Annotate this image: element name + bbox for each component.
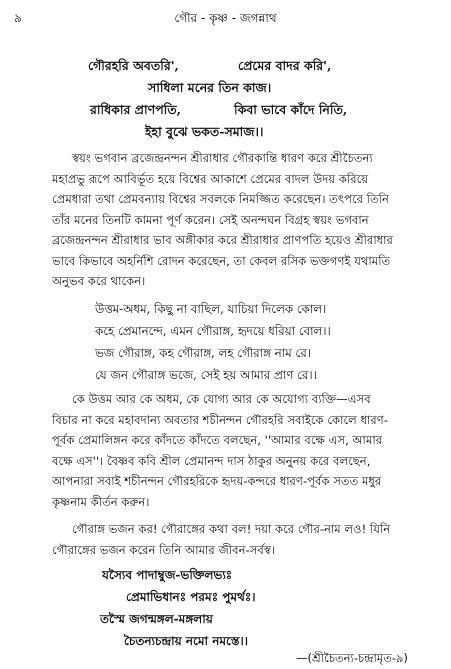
- paragraph-1: [52, 148, 424, 292]
- paragraph-1-line: স্বয়ং ভগবান ব্রজেন্দ্রনন্দন শ্রীরাধার গৌরকান্তি ধারণ করে শ্রীচৈতন্য: [72, 151, 373, 165]
- paragraph-2-line: বক্ষে এস''। বৈষ্ণব কবি শ্রীল প্রেমানন্দ দাস ঠাকুর অনুনয় করে বলছেন,: [52, 453, 371, 468]
- paragraph-2: [52, 389, 424, 512]
- paragraph-1-line: ভাবে কিভাবে অহর্নিশি রোদন করেছেন, তা কেবল রসিক ভক্তগণই যথামতি: [52, 253, 391, 268]
- verse1-line3b: কিবা ভাবে কাঁদে নিতি,: [234, 102, 348, 117]
- source-citation: —(শ্রীচৈতন্য-চন্দ্রামৃত-৯): [296, 651, 408, 665]
- verse2-line1: উত্তম-অধম, কিছু না বাছিল, যাচিয়া দিলেক কোল।: [95, 302, 327, 316]
- paragraph-2-line: কৃষ্ণনাম কীর্তন করুন।: [52, 494, 150, 509]
- page-header: [0, 8, 451, 30]
- verse1-line4: ইহা বুঝে ভকত-সমাজ।।: [145, 124, 264, 139]
- paragraph-1-line: তাঁর মনের তিনটি কামনা পূর্ণ করেন। সেই অনন্দঘন বিগ্রহ স্বয়ং ভগবান: [52, 212, 369, 227]
- paragraph-1-line: ব্রজেন্দ্রনন্দন শ্রীরাধার ভাব অঙ্গীকার করে শ্রীরাধার প্রাণপতি হয়েও শ্রীরাধার: [52, 233, 393, 247]
- paragraph-2-line: কে উত্তম আর কে অধম, কে যোগ্য আর কে অযোগ্য ব্যক্তি—এসব: [72, 392, 371, 406]
- verse2-line2: কহে প্রেমানন্দে, এমন গৌরাঙ্গ, হৃদয়ে ধরিয়া বোল।।: [95, 324, 331, 338]
- sloka-line4: চৈতন্যচন্দ্রায় নমো নমস্তে।।: [124, 634, 249, 648]
- verse1-line1b: প্রেমের বাদর করি',: [238, 58, 332, 73]
- sloka-line1: যস্যৈব পাদাম্বুজ-ভক্তিলভ্যঃ: [102, 568, 233, 582]
- paragraph-3-line: গৌরাঙ্গ ভজন কর! গৌরাঙ্গের কথা বল! দয়া করে গৌর-নাম লও! যিনি: [72, 522, 391, 536]
- verse1-line2: সাধিলা মনের তিন কাজ।: [148, 80, 272, 95]
- page-number: ৯: [14, 11, 22, 25]
- verse1-line1a: গৌরহরি অবতরি',: [88, 58, 179, 73]
- paragraph-2-line: আপনারা সবাই শচীনন্দন গৌরহরিকে হৃদয়-কন্দরে ধারণ-পূর্বক সতত মধুর: [52, 474, 382, 488]
- verse1-line3a: রাধিকার প্রাণপতি,: [90, 102, 181, 117]
- paragraph-1-line: প্রেমধারা তথা প্রেমবন্যায় বিশ্বের সবলকে নিমজ্জিত করেছেন। তৎপরে তিনি: [52, 192, 389, 206]
- sloka-line2: প্রেমাভিধানঃ পরমঃ পুমর্থঃ।: [126, 590, 256, 604]
- paragraph-3: [52, 519, 424, 560]
- paragraph-1-line: মহাপ্রভু রূপে আবির্ভূত হয়ে বিশ্বের আকাশে প্রেমের বাদল উদয় করিয়ে: [52, 171, 369, 186]
- verse2-line3: ভজ গৌরাঙ্গ, কহ গৌরাঙ্গ, লহ গৌরাঙ্গ নাম রে।: [95, 346, 311, 360]
- verse2-line4: যে জন গৌরাঙ্গ ভজে, সেই হয় আমার প্রাণ রে।।: [95, 368, 317, 382]
- paragraph-2-line: পূর্বক প্রেমালিঙ্গন করে কাঁদতে কাঁদতে বলছেন, ''আমার বক্ষে এস, আমার: [52, 433, 383, 447]
- paragraph-1-line: অনুভব করে থাকেন।: [52, 274, 146, 288]
- paragraph-3-line: গৌরাঙ্গের ভজন করেন তিনি আমার জীবন-সর্বস্ব।: [52, 542, 276, 557]
- sloka-line3: তস্মৈ জগন্মঙ্গল-মঙ্গলায়: [100, 612, 213, 626]
- paragraph-2-line: বিচার না করে মহাবদান্য অবতার শচীনন্দন গৌরহরি সবাইকে কোলে ধারণ-: [52, 412, 388, 427]
- running-title: গৌর - কৃষ্ণ - জগন্নাথ: [174, 11, 277, 25]
